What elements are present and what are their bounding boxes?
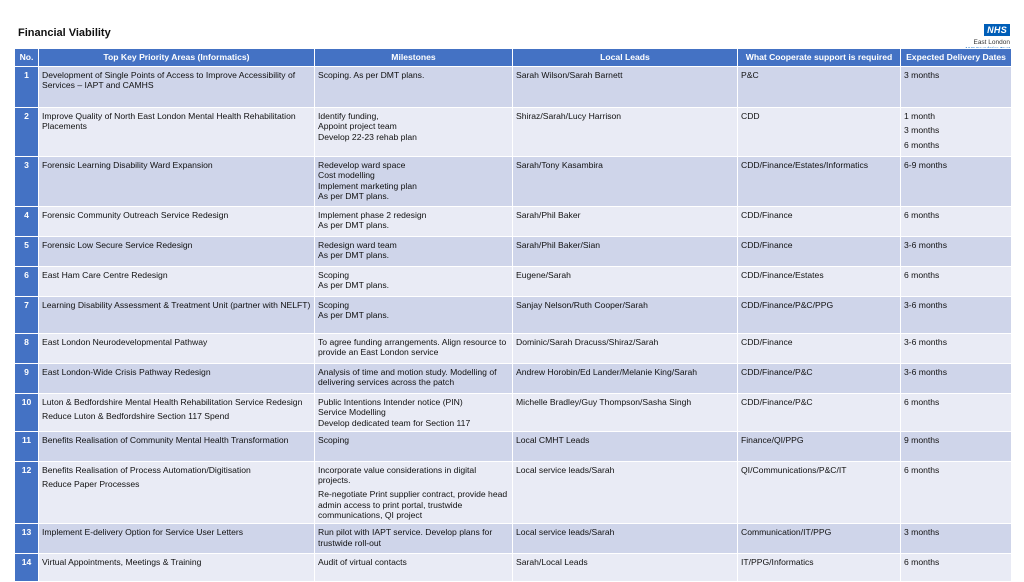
support-required-cell: CDD/Finance/P&C xyxy=(738,364,901,394)
delivery-date-text: 6 months xyxy=(904,139,940,150)
delivery-date-text: 3-6 months xyxy=(904,300,947,310)
delivery-date-text: 6 months xyxy=(904,557,940,568)
milestone-text: As per DMT plans. xyxy=(318,250,390,261)
priority-area-text: Learning Disability Assessment & Treatment Unit (partner with NELFT) xyxy=(42,300,311,310)
priority-area-cell xyxy=(39,157,315,207)
delivery-date-cell xyxy=(901,237,1012,267)
local-leads-cell: Sarah/Phil Baker/Sian xyxy=(513,237,738,267)
priority-area-cell xyxy=(39,554,315,582)
priority-area-text: Luton & Bedfordshire Mental Health Rehabilitation Service Redesign xyxy=(42,397,303,407)
support-required-cell: CDD xyxy=(738,108,901,157)
table-row xyxy=(15,461,1012,523)
local-leads-cell: Andrew Horobin/Ed Lander/Melanie King/Sarah xyxy=(513,364,738,394)
support-required-cell: CDD/Finance xyxy=(738,334,901,364)
table-row xyxy=(15,157,1012,207)
delivery-date-text: 3 months xyxy=(904,70,940,80)
table-row xyxy=(15,108,1012,157)
milestones-cell xyxy=(315,67,513,108)
milestone-text: Scoping xyxy=(318,434,350,445)
local-leads-cell: Local service leads/Sarah xyxy=(513,461,738,523)
milestones-cell xyxy=(315,207,513,237)
support-required-cell: Communication/IT/PPG xyxy=(738,524,901,554)
delivery-date-cell xyxy=(901,394,1012,432)
table-row xyxy=(15,67,1012,108)
header-no: No. xyxy=(15,49,39,67)
support-required-cell: CDD/Finance xyxy=(738,237,901,267)
delivery-date-cell xyxy=(901,524,1012,554)
support-required-cell: CDD/Finance xyxy=(738,207,901,237)
local-leads-cell: Sarah/Phil Baker xyxy=(513,207,738,237)
delivery-date-text: 3 months xyxy=(904,125,940,136)
delivery-date-cell xyxy=(901,67,1012,108)
milestone-text: As per DMT plans. xyxy=(318,220,390,231)
table-row xyxy=(15,207,1012,237)
priority-area-text: Forensic Learning Disability Ward Expansion xyxy=(42,160,213,170)
table-row xyxy=(15,237,1012,267)
support-required-cell: QI/Communications/P&C/IT xyxy=(738,461,901,523)
priority-area-text: Improve Quality of North East London Mental Health Rehabilitation Placements xyxy=(42,111,296,132)
milestone-text: Scoping xyxy=(318,300,350,310)
milestone-text: As per DMT plans. xyxy=(318,280,390,291)
support-required-cell: CDD/Finance/P&C/PPG xyxy=(738,297,901,334)
delivery-date-text: 9 months xyxy=(904,434,940,445)
row-number: 5 xyxy=(15,237,39,267)
row-number: 8 xyxy=(15,334,39,364)
milestones-cell xyxy=(315,554,513,582)
delivery-date-text: 6 months xyxy=(904,210,940,220)
delivery-date-text: 3 months xyxy=(904,527,940,538)
delivery-date-cell xyxy=(901,267,1012,297)
milestone-text: Cost modelling xyxy=(318,170,375,181)
priority-area-cell xyxy=(39,334,315,364)
milestone-text: Audit of virtual contacts xyxy=(318,557,407,568)
milestone-text: Service Modelling xyxy=(318,407,386,418)
delivery-date-text: 3-6 months xyxy=(904,337,947,347)
priority-area-cell xyxy=(39,524,315,554)
nhs-logo xyxy=(950,20,1010,46)
row-number: 2 xyxy=(15,108,39,157)
milestone-text: Run pilot with IAPT service. Develop plans for trustwide roll-out xyxy=(318,527,493,548)
milestones-cell xyxy=(315,237,513,267)
priority-area-text: Reduce Paper Processes xyxy=(42,479,140,490)
milestone-text: Scoping. As per DMT plans. xyxy=(318,70,425,80)
table-row xyxy=(15,334,1012,364)
table-row xyxy=(15,431,1012,461)
priority-area-cell xyxy=(39,237,315,267)
milestone-text: Implement marketing plan xyxy=(318,180,417,191)
priority-area-text: Development of Single Points of Access to Improve Accessibility of Services – IAPT and CAMHS xyxy=(42,70,296,91)
table-row xyxy=(15,554,1012,582)
priority-area-text: East Ham Care Centre Redesign xyxy=(42,270,168,280)
milestone-text: Develop 22-23 rehab plan xyxy=(318,131,417,142)
support-required-cell: Finance/QI/PPG xyxy=(738,431,901,461)
delivery-date-cell xyxy=(901,108,1012,157)
table-header xyxy=(15,49,1012,67)
support-required-cell: CDD/Finance/Estates xyxy=(738,267,901,297)
table-row xyxy=(15,524,1012,554)
priority-area-text: Reduce Luton & Bedfordshire Section 117 Spend xyxy=(42,411,230,422)
milestones-cell xyxy=(315,524,513,554)
milestone-text: Develop dedicated team for Section 117 xyxy=(318,417,471,428)
header-local-leads: Local Leads xyxy=(513,49,738,67)
milestone-text: Analysis of time and motion study. Modelling of delivering services across the patch xyxy=(318,367,497,388)
milestone-text: Scoping xyxy=(318,270,350,280)
local-leads-cell: Michelle Bradley/Guy Thompson/Sasha Singh xyxy=(513,394,738,432)
priority-area-cell xyxy=(39,297,315,334)
delivery-date-text: 6 months xyxy=(904,464,940,475)
row-number: 3 xyxy=(15,157,39,207)
delivery-date-text: 6 months xyxy=(904,270,940,280)
local-leads-cell: Eugene/Sarah xyxy=(513,267,738,297)
priority-area-cell xyxy=(39,207,315,237)
local-leads-cell: Dominic/Sarah Dracuss/Shiraz/Sarah xyxy=(513,334,738,364)
support-required-cell: CDD/Finance/Estates/Informatics xyxy=(738,157,901,207)
milestones-cell xyxy=(315,267,513,297)
row-number: 14 xyxy=(15,554,39,582)
page-title: Financial Viability xyxy=(18,27,111,39)
priority-area-cell xyxy=(39,267,315,297)
delivery-date-cell xyxy=(901,364,1012,394)
priority-area-cell xyxy=(39,364,315,394)
row-number: 1 xyxy=(15,67,39,108)
row-number: 10 xyxy=(15,394,39,432)
table-row xyxy=(15,364,1012,394)
milestones-cell xyxy=(315,334,513,364)
milestone-text: Implement phase 2 redesign xyxy=(318,210,427,220)
priority-area-text: Virtual Appointments, Meetings & Training xyxy=(42,557,202,568)
delivery-date-cell xyxy=(901,157,1012,207)
local-leads-cell: Sarah Wilson/Sarah Barnett xyxy=(513,67,738,108)
milestone-text: Redevelop ward space xyxy=(318,160,406,170)
milestone-text: As per DMT plans. xyxy=(318,310,390,321)
priority-area-cell xyxy=(39,394,315,432)
priority-area-cell xyxy=(39,431,315,461)
milestone-text: Identify funding, xyxy=(318,111,379,121)
priorities-table xyxy=(14,48,1012,582)
support-required-cell: P&C xyxy=(738,67,901,108)
support-required-cell: IT/PPG/Informatics xyxy=(738,554,901,582)
row-number: 6 xyxy=(15,267,39,297)
milestones-cell xyxy=(315,157,513,207)
milestone-text: Re-negotiate Print supplier contract, provide head admin access to print portal, trustwide communications, QI project xyxy=(318,489,508,521)
milestone-text: Public Intentions Intender notice (PIN) xyxy=(318,397,463,407)
delivery-date-cell xyxy=(901,334,1012,364)
row-number: 4 xyxy=(15,207,39,237)
delivery-date-text: 1 month xyxy=(904,111,936,121)
table-row xyxy=(15,394,1012,432)
table-body xyxy=(15,67,1012,582)
delivery-date-cell xyxy=(901,297,1012,334)
local-leads-cell: Local CMHT Leads xyxy=(513,431,738,461)
priority-area-text: Forensic Low Secure Service Redesign xyxy=(42,240,193,250)
priority-area-text: East London Neurodevelopmental Pathway xyxy=(42,337,208,347)
header-milestones: Milestones xyxy=(315,49,513,67)
priority-area-cell xyxy=(39,108,315,157)
trust-name: East London xyxy=(973,39,1010,46)
delivery-date-text: 6 months xyxy=(904,397,940,407)
milestones-cell xyxy=(315,108,513,157)
table-row xyxy=(15,297,1012,334)
header-priority-areas: Top Key Priority Areas (Informatics) xyxy=(39,49,315,67)
milestone-text: Redesign ward team xyxy=(318,240,397,250)
milestones-cell xyxy=(315,461,513,523)
row-number: 13 xyxy=(15,524,39,554)
header-support-required: What Cooperate support is required xyxy=(738,49,901,67)
table-row xyxy=(15,267,1012,297)
local-leads-cell: Shiraz/Sarah/Lucy Harrison xyxy=(513,108,738,157)
row-number: 11 xyxy=(15,431,39,461)
row-number: 7 xyxy=(15,297,39,334)
milestone-text: To agree funding arrangements. Align resource to provide an East London service xyxy=(318,337,507,358)
row-number: 9 xyxy=(15,364,39,394)
local-leads-cell: Local service leads/Sarah xyxy=(513,524,738,554)
local-leads-cell: Sanjay Nelson/Ruth Cooper/Sarah xyxy=(513,297,738,334)
milestones-cell xyxy=(315,297,513,334)
milestones-cell xyxy=(315,431,513,461)
priority-area-text: Benefits Realisation of Community Mental Health Transformation xyxy=(42,434,289,445)
delivery-date-text: 6-9 months xyxy=(904,160,947,170)
priority-area-cell xyxy=(39,67,315,108)
delivery-date-text: 3-6 months xyxy=(904,240,947,250)
delivery-date-text: 3-6 months xyxy=(904,367,947,377)
priority-area-text: Implement E-delivery Option for Service User Letters xyxy=(42,527,244,538)
local-leads-cell: Sarah/Local Leads xyxy=(513,554,738,582)
priority-area-text: Forensic Community Outreach Service Redesign xyxy=(42,210,229,220)
delivery-date-cell xyxy=(901,207,1012,237)
milestones-cell xyxy=(315,394,513,432)
local-leads-cell: Sarah/Tony Kasambira xyxy=(513,157,738,207)
delivery-date-cell xyxy=(901,461,1012,523)
milestone-text: Appoint project team xyxy=(318,121,397,132)
priority-area-text: East London-Wide Crisis Pathway Redesign xyxy=(42,367,211,377)
support-required-cell: CDD/Finance/P&C xyxy=(738,394,901,432)
header-delivery-dates: Expected Delivery Dates xyxy=(901,49,1012,67)
nhs-badge: NHS xyxy=(984,24,1010,36)
delivery-date-cell xyxy=(901,431,1012,461)
row-number: 12 xyxy=(15,461,39,523)
priority-area-cell xyxy=(39,461,315,523)
delivery-date-cell xyxy=(901,554,1012,582)
milestone-text: As per DMT plans. xyxy=(318,190,390,201)
priority-area-text: Benefits Realisation of Process Automation/Digitisation xyxy=(42,464,251,475)
milestones-cell xyxy=(315,364,513,394)
milestone-text: Incorporate value considerations in digital projects. xyxy=(318,464,477,486)
